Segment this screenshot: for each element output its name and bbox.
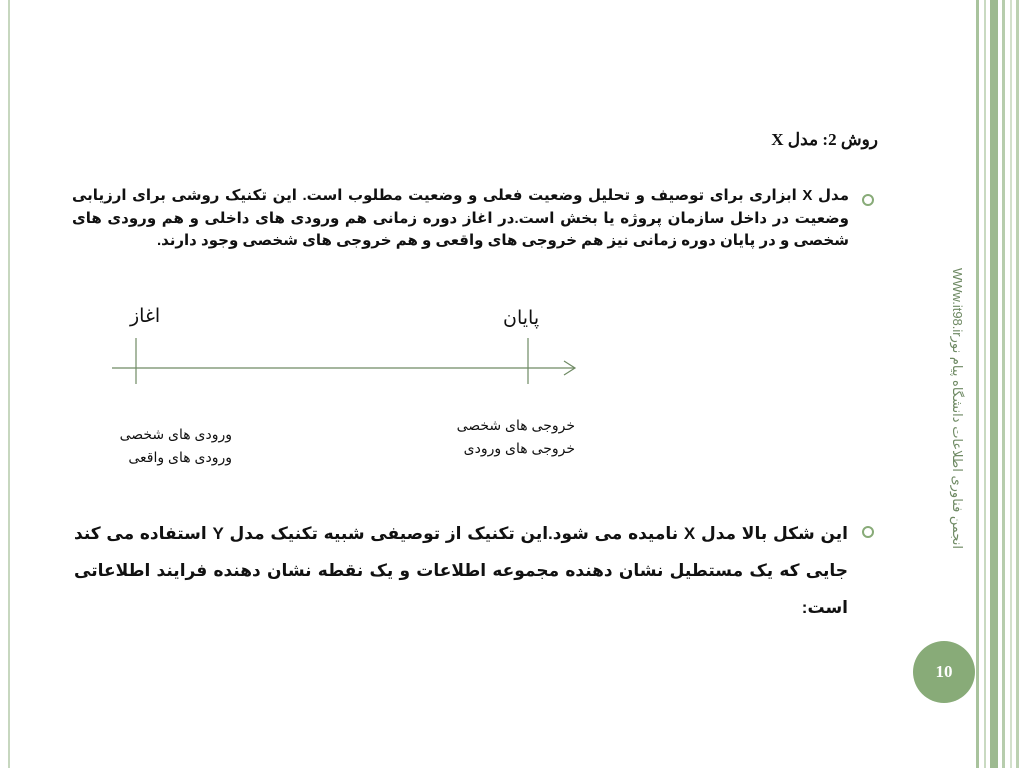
end-item: خروجی های ورودی: [463, 440, 575, 456]
right-frame-line: [990, 0, 998, 768]
start-items: [90, 423, 232, 469]
start-item: ورودی های شخصی: [119, 426, 232, 442]
left-frame-line: [8, 0, 10, 768]
page-number-badge: 10: [913, 641, 975, 703]
website-watermark: WWw.it98.irانجمن فناوری اطلاعات دانشگاه پیام نور: [950, 268, 965, 549]
slide-heading: روش 2: مدل X: [771, 130, 878, 149]
paragraph-description: این شکل بالا مدل X نامیده می شود.این تکنیک از توصیفی شبیه تکنیک مدل Y استفاده می کند جایی که یک مستطیل نشان دهنده مجموعه اطلاعات و یک نقطه نشان دهنده فرایند اطلاعاتی است:: [74, 524, 848, 617]
right-frame-line: [976, 0, 979, 768]
paragraph-intro: مدل X ابزاری برای توصیف و تحلیل وضعیت فعلی و وضعیت مطلوب است. این تکنیک روشی برای ارزیابی وضعیت در داخل سازمان پروژه یا بخش است.در اغاز دوره زمانی هم ورودی های داخلی و هم ورودی های شخصی و در پایان دوره زمانی نیز هم خروجی های واقعی و هم خروجی های شخصی وجود دارند.: [72, 187, 849, 249]
bullet-icon: [862, 194, 874, 206]
right-frame-line: [984, 0, 986, 768]
bullet-icon: [862, 526, 874, 538]
right-frame-line: [1002, 0, 1005, 768]
right-frame-line: [1010, 0, 1012, 768]
end-item: خروجی های شخصی: [456, 417, 575, 433]
timeline-diagram: [100, 330, 580, 390]
end-items: [426, 414, 575, 460]
timeline-start-label: اغاز: [130, 306, 161, 327]
start-item: ورودی های واقعی: [128, 449, 232, 465]
right-frame-line: [1016, 0, 1019, 768]
timeline-end-label: پایان: [503, 308, 540, 329]
